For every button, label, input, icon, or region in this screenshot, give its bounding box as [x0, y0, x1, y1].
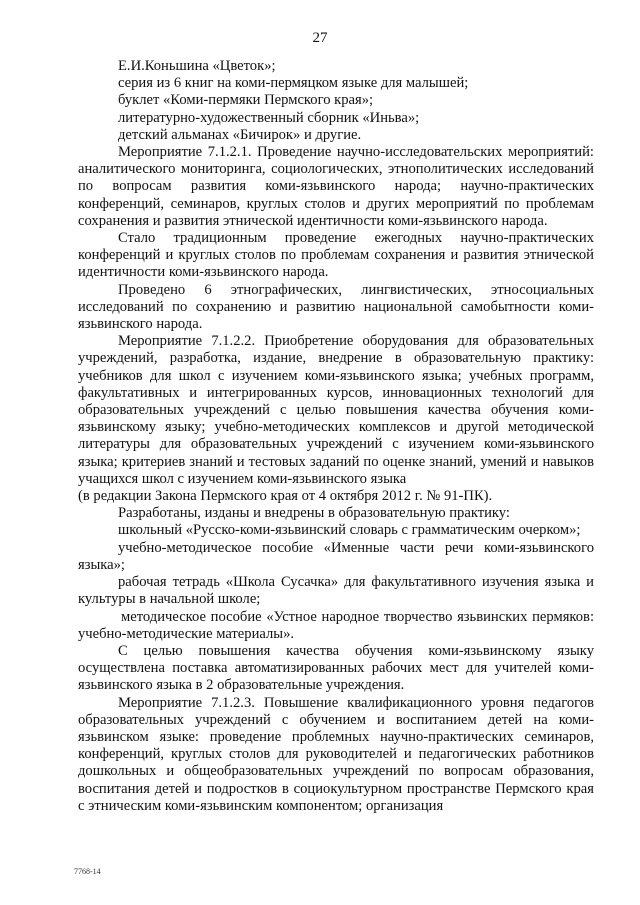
paragraph: Мероприятие 7.1.2.3. Повышение квалификационного уровня педагогов образовательных учреждений с обучением и воспитанием детей на коми-язьвинском языке: проведение проблемных научно-практических семинаров, конференций, круглых столов для руководителей и педагогических работников дошкольных и общеобразовательных учреждений по вопросам образования, воспитания детей и подростков в социокультурном пространстве Пермского края с этническим коми-язьвинским компонентом; организация — [78, 694, 594, 814]
paragraph: методическое пособие «Устное народное творчество язьвинских пермяков: учебно-методические материалы». — [78, 608, 594, 642]
paragraph: Мероприятие 7.1.2.2. Приобретение оборудования для образовательных учреждений, разработка, издание, внедрение в образовательную практику: учебников для школ с изучением коми-язьвинского языка; учебных программ, факультативных и интегрированных курсов, инновационных технологий для образовательных учреждений с целью повышения качества обучения коми-язьвинскому языку; учебно-методических комплексов и другой методической литературы для образовательных учреждений с изучением коми-язьвинского языка; критериев знаний и тестовых заданий по оценке знаний, умений и навыков учащихся школ с изучением коми-язьвинского языка — [78, 333, 594, 487]
paragraph: Стало традиционным проведение ежегодных научно-практических конференций и круглых столов по проблемам сохранения и развития этнической идентичности коми-язьвинского народа. — [78, 230, 594, 281]
body-text — [78, 58, 594, 815]
paragraph: Проведено 6 этнографических, лингвистических, этносоциальных исследований по сохранению и развитию национальной самобытности коми-язьвинского народа. — [78, 281, 594, 333]
paragraph: Е.И.Коньшина «Цветок»; — [118, 58, 276, 74]
paragraph: литературно-художественный сборник «Иньва»; — [118, 109, 420, 126]
paragraph: С целью повышения качества обучения коми-язьвинскому языку осуществлена поставка автоматизированных рабочих мест для учителей коми-язьвинского языка в 2 образовательные учреждения. — [78, 642, 594, 694]
paragraph: (в редакции Закона Пермского края от 4 октября 2012 г. № 91-ПК). — [78, 488, 493, 505]
paragraph: учебно-методическое пособие «Именные части речи коми-язьвинского языка»; — [78, 539, 594, 573]
paragraph: буклет «Коми-пермяки Пермского края»; — [118, 92, 374, 109]
paragraph: Мероприятие 7.1.2.1. Проведение научно-исследовательских мероприятий: аналитического мониторинга, социологических, этнополитических исследований по вопросам развития коми-язьвинского народа; научно-практических конференций, семинаров, круглых столов и других мероприятий по проблемам сохранения и развития этнической идентичности коми-язьвинского народа. — [78, 144, 594, 229]
page-number: 27 — [312, 30, 328, 46]
paragraph: рабочая тетрадь «Школа Сусачка» для факультативного изучения языка и культуры в начальной школе; — [78, 574, 594, 608]
paragraph: школьный «Русско-коми-язьвинский словарь с грамматическим очерком»; — [118, 522, 581, 539]
document-code: 7768-14 — [74, 867, 101, 876]
paragraph: детский альманах «Бичирок» и другие. — [118, 126, 362, 143]
paragraph: серия из 6 книг на коми-пермяцком языке для малышей; — [118, 75, 469, 92]
paragraph: Разработаны, изданы и внедрены в образовательную практику: — [118, 505, 510, 522]
